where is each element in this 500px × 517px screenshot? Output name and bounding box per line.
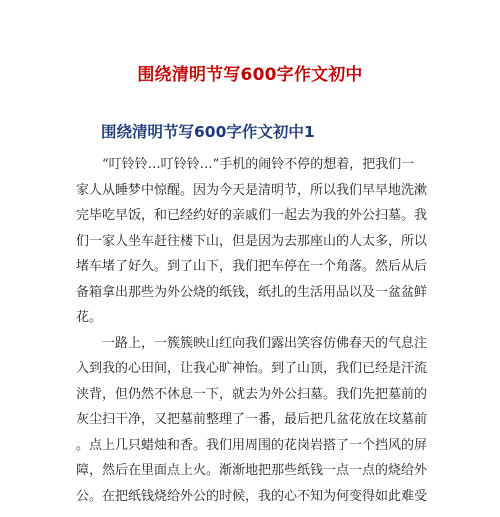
text-line: 堵车堵了好久。到了山下，我们把车停在一个角落。然后从后 [76, 259, 428, 274]
text-line: 灰尘扫干净，又把墓前整理了一番，最后把几盆花放在坟墓前 [76, 412, 428, 427]
text-line: 家人从睡梦中惊醒。因为今天是清明节，所以我们早早地洗漱 [76, 182, 428, 198]
text-line: 浃背，但仍然不休息一下，就去为外公扫墓。我们先把墓前的 [76, 386, 428, 402]
article-body [76, 152, 430, 509]
text-line: 。点上几只蜡烛和香。我们用周围的花岗岩搭了一个挡风的屏 [76, 437, 428, 453]
text-line: 们一家人坐车赶往楼下山，但是因为去那座山的人太多，所以 [76, 233, 428, 249]
paragraph-2 [76, 331, 430, 510]
text-line: 障，然后在里面点上火。渐渐地把那些纸钱一点一点的烧给外 [76, 463, 428, 478]
text-line: 入到我的心田间，让我心旷神怡。到了山顶，我们已经是汗流 [76, 361, 428, 376]
text-line: 花。 [76, 310, 103, 325]
page-title: 围绕清明节写600字作文初中 [137, 65, 363, 85]
text-line: 完毕吃早饭，和已经约好的亲戚们一起去为我的外公扫墓。我 [76, 208, 428, 223]
text-line: 一路上，一簇簇映山红向我们露出笑容仿佛春天的气息注 [102, 335, 428, 351]
section-heading: 围绕清明节写600字作文初中1 [101, 123, 315, 141]
text-line: “叮铃铃…叮铃铃…”手机的闹铃不停的想着，把我们一 [102, 157, 415, 172]
paragraph-1 [76, 152, 430, 331]
text-line: 备箱拿出那些为外公烧的纸钱，纸扎的生活用品以及一盆盆鲜 [76, 284, 428, 300]
text-line: 公。在把纸钱烧给外公的时候，我的心不知为何变得如此难受 [76, 488, 428, 504]
